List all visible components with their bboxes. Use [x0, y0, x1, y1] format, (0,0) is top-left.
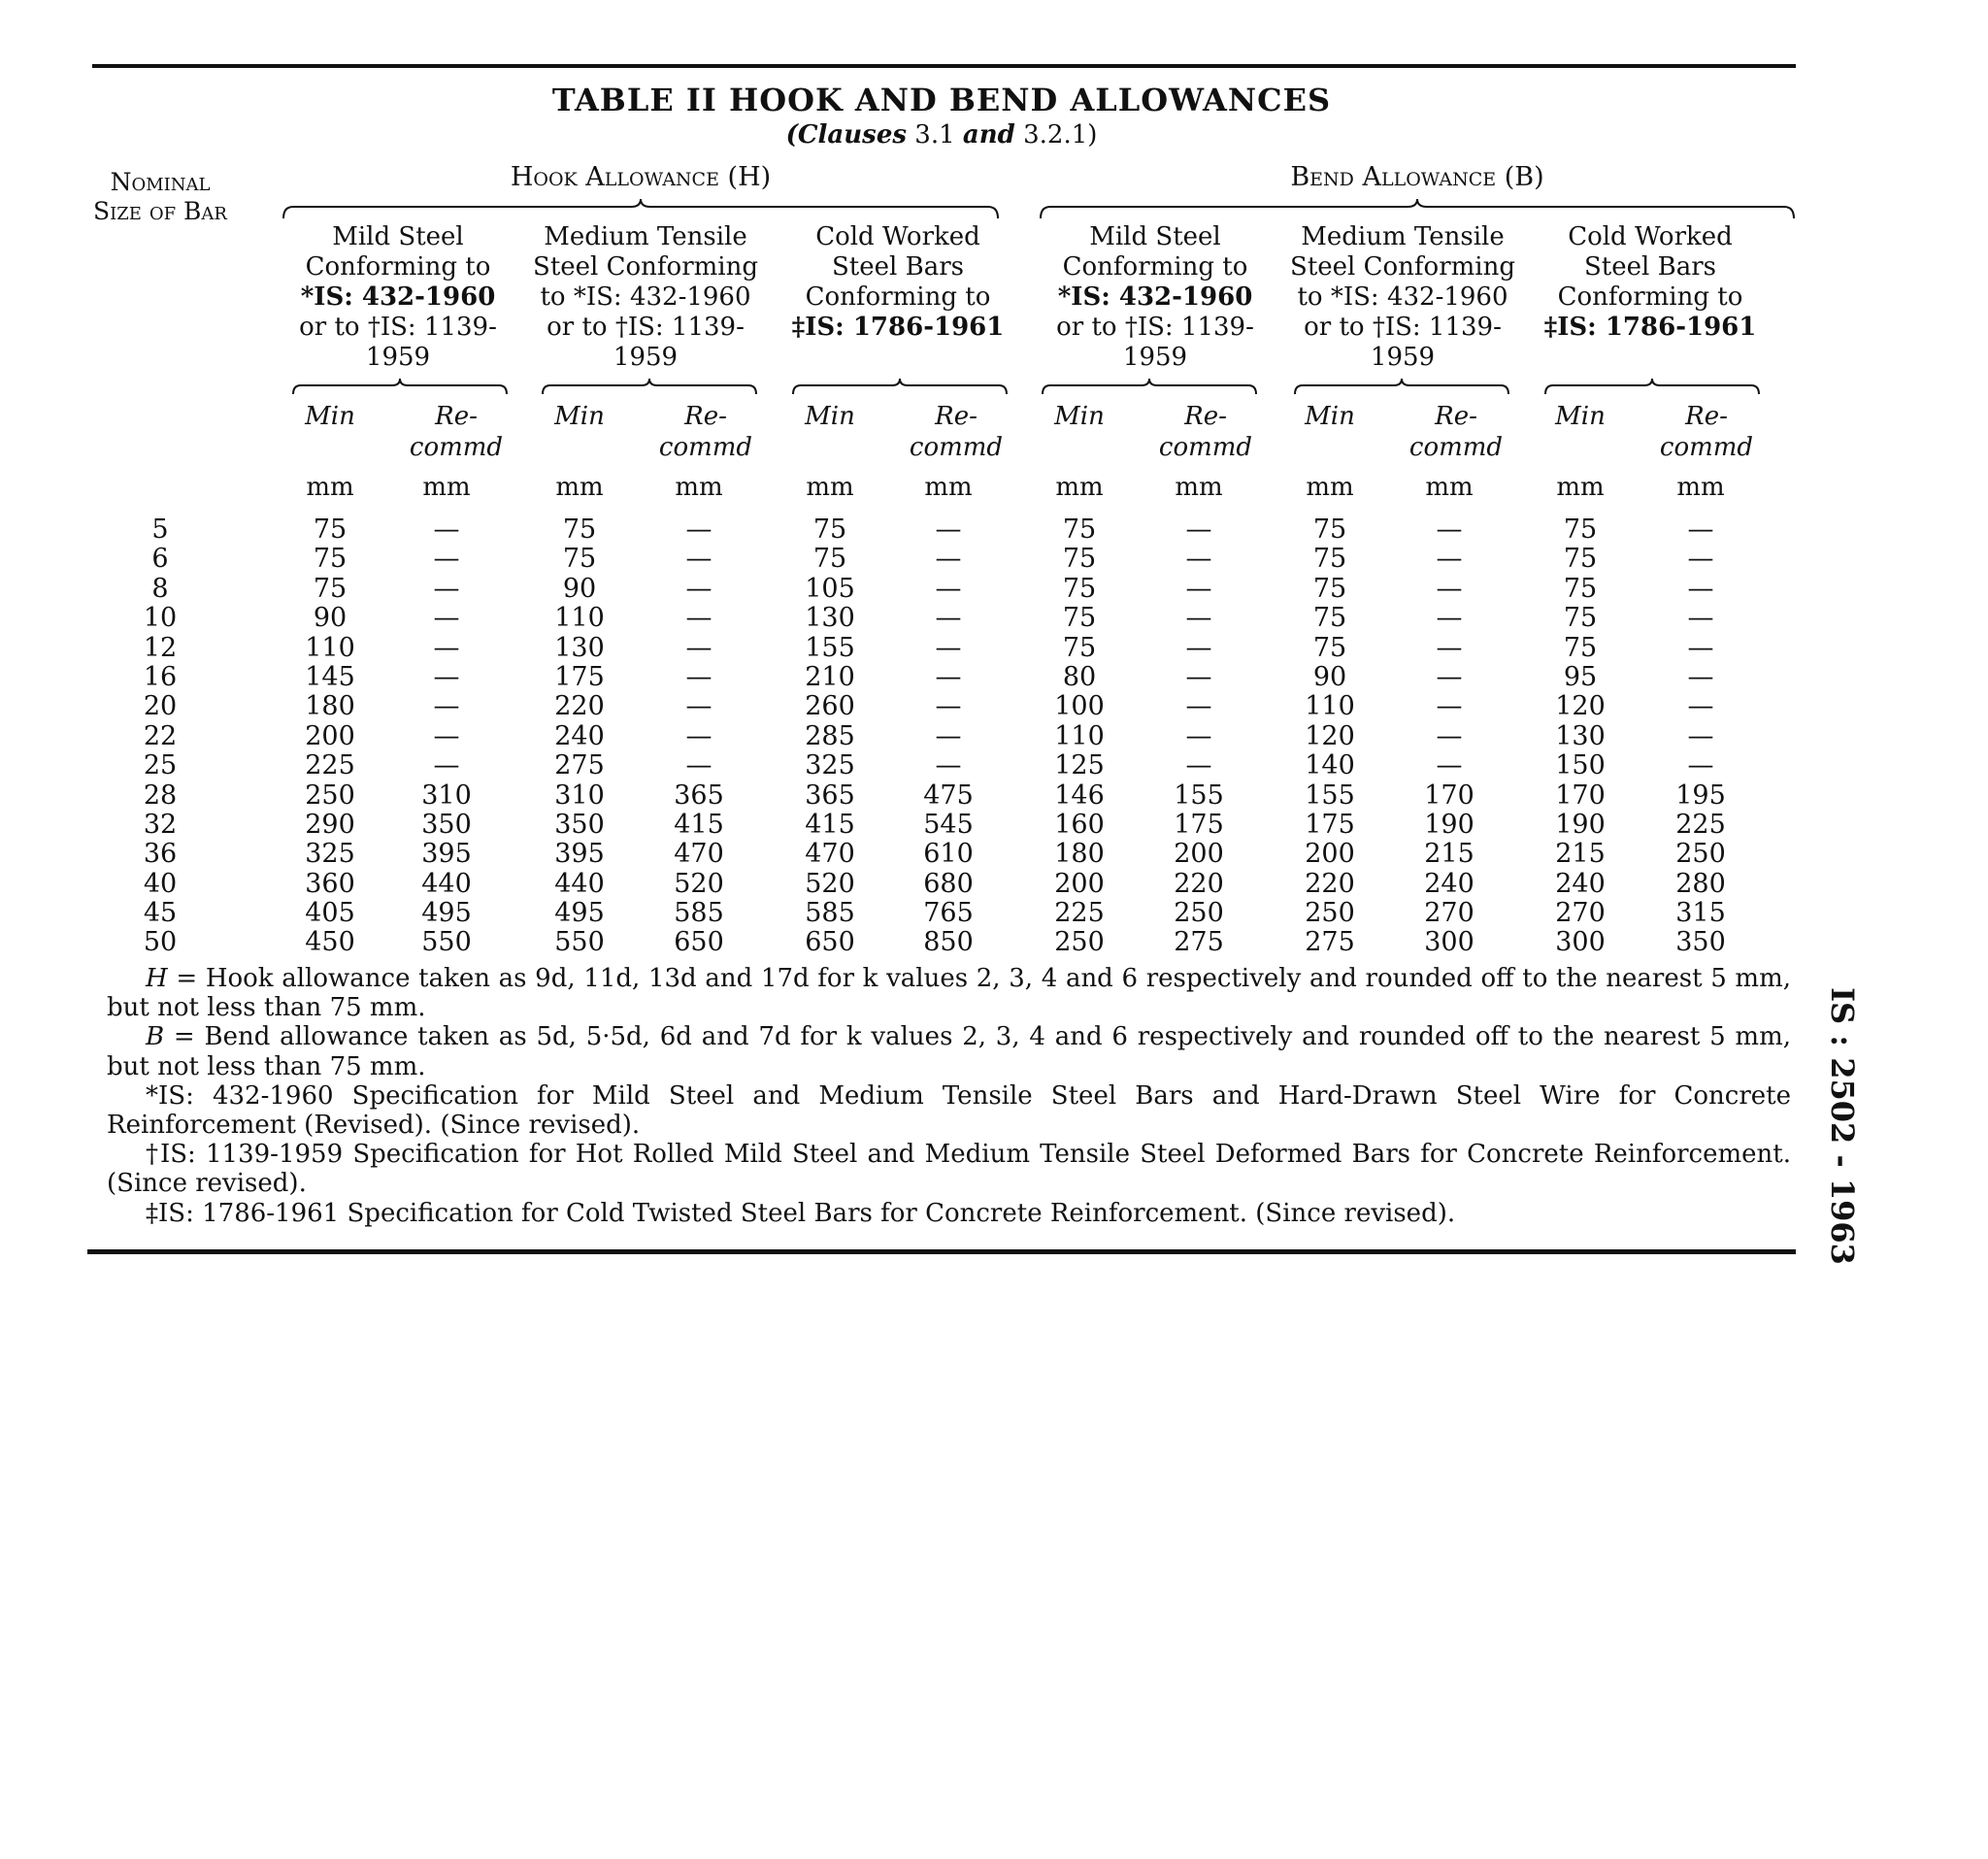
table-cell: —: [685, 750, 712, 781]
bend-medium-brace: [1293, 377, 1511, 396]
table-cell: 315: [1675, 898, 1726, 929]
table-cell: —: [1436, 544, 1463, 575]
table-cell: 75: [562, 544, 597, 575]
table-cell: 275: [1305, 927, 1355, 958]
table-cell: —: [1687, 691, 1714, 722]
table-cell: 200: [1305, 839, 1355, 870]
table-cell: 250: [1305, 898, 1355, 929]
table-cell: 765: [923, 898, 974, 929]
table-cell: —: [1687, 573, 1714, 604]
table-cell: 475: [923, 780, 974, 811]
bar-size-cell: 32: [143, 809, 178, 840]
table-cell: —: [1687, 603, 1714, 634]
note-bend: B = Bend allowance taken as 5d, 5·5d, 6d and 7d for k values 2, 3, 4 and 6 respectively and rounded off to the nearest 5 mm, but not less than 75 mm.: [107, 1022, 1791, 1081]
table-cell: 250: [305, 780, 355, 811]
unit-row: mm mm mm mm mm mm mm mm mm mm mm mm: [306, 473, 1725, 502]
table-row: [0, 545, 1988, 574]
table-cell: —: [685, 544, 712, 575]
table-cell: 75: [1312, 544, 1347, 575]
table-cell: 215: [1555, 839, 1606, 870]
table-cell: —: [1185, 515, 1212, 545]
table-cell: 155: [805, 632, 855, 663]
table-cell: —: [1436, 661, 1463, 692]
table-cell: 75: [1062, 603, 1097, 634]
table-cell: —: [433, 515, 460, 545]
table-cell: 470: [674, 839, 724, 870]
table-cell: —: [935, 515, 962, 545]
table-cell: —: [433, 573, 460, 604]
table-cell: 100: [1054, 691, 1105, 722]
table-row: [0, 899, 1988, 928]
table-row: [0, 663, 1988, 692]
bend-cold-brace: [1543, 377, 1762, 396]
table-cell: —: [685, 603, 712, 634]
table-cell: 75: [1312, 603, 1347, 634]
footnote-is-1786: ‡IS: 1786-1961 Specification for Cold Twisted Steel Bars for Concrete Reinforcement. (Since revised).: [146, 1198, 1456, 1228]
table-subtitle: (Clauses 3.1 and 3.2.1): [785, 120, 1098, 149]
bar-size-cell: 16: [143, 661, 178, 692]
table-cell: 450: [305, 927, 355, 958]
table-cell: —: [433, 691, 460, 722]
table-cell: 415: [805, 809, 855, 840]
table-cell: 146: [1054, 780, 1105, 811]
table-cell: —: [1687, 632, 1714, 663]
table-cell: 545: [923, 809, 974, 840]
table-cell: 95: [1563, 661, 1598, 692]
table-cell: 195: [1675, 780, 1726, 811]
table-cell: 110: [305, 632, 355, 663]
table-cell: 310: [554, 780, 605, 811]
table-cell: 300: [1424, 927, 1474, 958]
table-cell: 75: [1563, 515, 1598, 545]
table-cell: —: [1436, 632, 1463, 663]
table-cell: 80: [1062, 661, 1097, 692]
table-cell: 145: [305, 661, 355, 692]
table-cell: —: [1436, 573, 1463, 604]
bar-size-cell: 10: [143, 603, 178, 634]
bar-size-cell: 22: [143, 720, 178, 751]
bar-size-cell: 12: [143, 632, 178, 663]
table-cell: 275: [554, 750, 605, 781]
table-row: [0, 840, 1988, 869]
table-cell: 270: [1555, 898, 1606, 929]
table-cell: 75: [1312, 515, 1347, 545]
table-row: [0, 870, 1988, 899]
table-cell: 75: [1563, 544, 1598, 575]
table-cell: —: [433, 603, 460, 634]
bar-size-cell: 8: [151, 573, 169, 604]
table-cell: 75: [1563, 632, 1598, 663]
table-cell: 75: [812, 544, 847, 575]
bend-allowance-header: Bend Allowance (B): [1290, 162, 1544, 192]
bar-size-cell: 40: [143, 868, 178, 899]
table-cell: 850: [923, 927, 974, 958]
table-cell: 225: [305, 750, 355, 781]
table-cell: 125: [1054, 750, 1105, 781]
table-cell: 395: [554, 839, 605, 870]
table-cell: 90: [1312, 661, 1347, 692]
table-cell: 75: [1062, 515, 1097, 545]
table-cell: —: [935, 661, 962, 692]
table-cell: 225: [1675, 809, 1726, 840]
table-cell: 110: [1054, 720, 1105, 751]
bend-medium-tensile-header: Medium Tensile Steel Conforming to *IS: 432-1960 or to †IS: 1139- 1959: [1290, 222, 1515, 372]
table-cell: 495: [554, 898, 605, 929]
table-cell: 170: [1555, 780, 1606, 811]
bar-size-cell: 6: [151, 544, 169, 575]
table-row: [0, 781, 1988, 811]
table-cell: 75: [1563, 573, 1598, 604]
table-cell: 350: [421, 809, 472, 840]
bend-mild-steel-header: Mild Steel Conforming to *IS: 432-1960 or to †IS: 1139- 1959: [1056, 222, 1254, 372]
table-cell: —: [1687, 544, 1714, 575]
table-row: [0, 722, 1988, 751]
table-cell: —: [1687, 661, 1714, 692]
table-cell: 440: [421, 868, 472, 899]
table-cell: 250: [1675, 839, 1726, 870]
table-cell: 495: [421, 898, 472, 929]
table-cell: 120: [1555, 691, 1606, 722]
table-cell: 75: [313, 515, 348, 545]
bend-cold-worked-header: Cold Worked Steel Bars Conforming to ‡IS: 1786-1961: [1543, 222, 1757, 342]
table-cell: 170: [1424, 780, 1474, 811]
table-cell: —: [1687, 515, 1714, 545]
hook-mild-brace: [291, 377, 510, 396]
table-cell: 175: [1305, 809, 1355, 840]
table-cell: 220: [1305, 868, 1355, 899]
table-cell: 180: [305, 691, 355, 722]
table-row: [0, 515, 1988, 545]
hook-group-brace: [282, 197, 1000, 220]
bend-mild-brace: [1041, 377, 1259, 396]
table-cell: 155: [1305, 780, 1355, 811]
table-cell: 270: [1424, 898, 1474, 929]
table-cell: 550: [421, 927, 472, 958]
table-cell: 110: [1305, 691, 1355, 722]
table-cell: —: [1185, 661, 1212, 692]
bar-size-cell: 20: [143, 691, 178, 722]
table-cell: 175: [554, 661, 605, 692]
table-row: [0, 751, 1988, 780]
table-cell: 250: [1174, 898, 1224, 929]
table-cell: 75: [313, 573, 348, 604]
table-title: TABLE II HOOK AND BEND ALLOWANCES: [551, 82, 1332, 118]
table-cell: 130: [554, 632, 605, 663]
table-cell: —: [685, 573, 712, 604]
table-cell: 75: [1062, 573, 1097, 604]
table-cell: 470: [805, 839, 855, 870]
table-cell: —: [1185, 691, 1212, 722]
footnote-is-432: *IS: 432-1960 Specification for Mild Steel and Medium Tensile Steel Bars and Hard-Drawn Steel Wire for Concrete Reinforcement (Revised). (Since revised).: [107, 1080, 1791, 1141]
table-cell: 200: [1174, 839, 1224, 870]
table-cell: 190: [1555, 809, 1606, 840]
table-cell: 310: [421, 780, 472, 811]
bar-size-cell: 50: [143, 927, 178, 958]
table-cell: 585: [805, 898, 855, 929]
table-cell: —: [1436, 603, 1463, 634]
table-cell: 280: [1675, 868, 1726, 899]
hook-cold-brace: [791, 377, 1010, 396]
bar-size-cell: 36: [143, 839, 178, 870]
table-cell: —: [1185, 544, 1212, 575]
table-row: [0, 811, 1988, 840]
table-cell: —: [1185, 573, 1212, 604]
table-cell: 285: [805, 720, 855, 751]
table-cell: 210: [805, 661, 855, 692]
table-cell: 250: [1054, 927, 1105, 958]
table-cell: 350: [554, 809, 605, 840]
table-cell: —: [935, 750, 962, 781]
table-cell: 75: [313, 544, 348, 575]
table-cell: —: [935, 573, 962, 604]
table-cell: 140: [1305, 750, 1355, 781]
standard-number-label: IS : 2502 - 1963: [1824, 987, 1861, 1265]
table-cell: —: [1687, 750, 1714, 781]
table-cell: —: [1185, 750, 1212, 781]
table-cell: 240: [554, 720, 605, 751]
table-cell: —: [685, 632, 712, 663]
hook-medium-tensile-header: Medium Tensile Steel Conforming to *IS: 432-1960 or to †IS: 1139- 1959: [533, 222, 758, 372]
nominal-size-header: Nominal Size of Bar: [93, 168, 227, 225]
table-cell: 680: [923, 868, 974, 899]
hook-medium-brace: [541, 377, 759, 396]
table-row: [0, 692, 1988, 721]
table-cell: 75: [1062, 544, 1097, 575]
table-cell: —: [935, 720, 962, 751]
table-cell: —: [685, 515, 712, 545]
table-cell: 650: [674, 927, 724, 958]
table-cell: —: [1687, 720, 1714, 751]
table-cell: 365: [805, 780, 855, 811]
table-cell: 130: [1555, 720, 1606, 751]
table-cell: 440: [554, 868, 605, 899]
table-cell: 520: [674, 868, 724, 899]
table-cell: 110: [554, 603, 605, 634]
table-cell: 75: [1062, 632, 1097, 663]
table-cell: 290: [305, 809, 355, 840]
table-cell: 395: [421, 839, 472, 870]
table-cell: —: [1436, 750, 1463, 781]
bar-size-cell: 28: [143, 780, 178, 811]
table-cell: 150: [1555, 750, 1606, 781]
table-row: [0, 928, 1988, 957]
table-cell: 275: [1174, 927, 1224, 958]
table-cell: —: [1436, 515, 1463, 545]
table-cell: 325: [805, 750, 855, 781]
table-cell: 550: [554, 927, 605, 958]
note-hook: H = Hook allowance taken as 9d, 11d, 13d and 17d for k values 2, 3, 4 and 6 respectively and rounded off to the nearest 5 mm, but not less than 75 mm.: [107, 964, 1791, 1023]
table-cell: —: [935, 544, 962, 575]
table-cell: —: [935, 691, 962, 722]
table-cell: 105: [805, 573, 855, 604]
table-cell: 415: [674, 809, 724, 840]
table-cell: 190: [1424, 809, 1474, 840]
table-cell: —: [433, 661, 460, 692]
table-cell: —: [433, 632, 460, 663]
table-cell: 240: [1555, 868, 1606, 899]
bend-group-brace: [1039, 197, 1796, 220]
table-cell: —: [1185, 603, 1212, 634]
bar-size-cell: 5: [151, 515, 169, 545]
table-row: [0, 575, 1988, 604]
table-cell: 155: [1174, 780, 1224, 811]
table-cell: 520: [805, 868, 855, 899]
table-cell: —: [1185, 632, 1212, 663]
bar-size-cell: 25: [143, 750, 178, 781]
table-notes: [107, 964, 1791, 1228]
table-cell: 350: [1675, 927, 1726, 958]
table-cell: 650: [805, 927, 855, 958]
table-cell: 220: [1174, 868, 1224, 899]
table-cell: 360: [305, 868, 355, 899]
table-cell: —: [685, 661, 712, 692]
table-cell: 260: [805, 691, 855, 722]
table-cell: —: [1185, 720, 1212, 751]
table-cell: 325: [305, 839, 355, 870]
table-cell: —: [935, 632, 962, 663]
table-cell: 75: [1563, 603, 1598, 634]
table-body: [0, 515, 1988, 958]
table-cell: 240: [1424, 868, 1474, 899]
table-cell: 75: [562, 515, 597, 545]
table-row: [0, 604, 1988, 633]
table-cell: 610: [923, 839, 974, 870]
table-cell: 90: [313, 603, 348, 634]
hook-mild-steel-header: Mild Steel Conforming to *IS: 432-1960 or to †IS: 1139- 1959: [299, 222, 497, 372]
table-cell: 180: [1054, 839, 1105, 870]
table-cell: 225: [1054, 898, 1105, 929]
table-cell: 585: [674, 898, 724, 929]
table-cell: —: [1436, 691, 1463, 722]
table-cell: 90: [562, 573, 597, 604]
top-rule: [92, 64, 1796, 68]
table-cell: 220: [554, 691, 605, 722]
table-cell: 75: [812, 515, 847, 545]
bar-size-cell: 45: [143, 898, 178, 929]
table-cell: 300: [1555, 927, 1606, 958]
table-cell: —: [433, 750, 460, 781]
table-cell: 75: [1312, 573, 1347, 604]
table-cell: —: [433, 544, 460, 575]
footnote-is-1139: †IS: 1139-1959 Specification for Hot Rolled Mild Steel and Medium Tensile Steel Deformed Bars for Concrete Reinforcement. (Since revised).: [107, 1140, 1791, 1199]
hook-allowance-header: Hook Allowance (H): [510, 162, 772, 192]
bottom-rule: [87, 1249, 1796, 1254]
table-cell: 365: [674, 780, 724, 811]
hook-cold-worked-header: Cold Worked Steel Bars Conforming to ‡IS: 1786-1961: [791, 222, 1005, 342]
table-cell: —: [685, 720, 712, 751]
table-row: [0, 634, 1988, 663]
table-cell: 175: [1174, 809, 1224, 840]
table-cell: —: [935, 603, 962, 634]
table-cell: 120: [1305, 720, 1355, 751]
table-cell: 215: [1424, 839, 1474, 870]
table-cell: —: [433, 720, 460, 751]
table-cell: 75: [1312, 632, 1347, 663]
table-cell: 200: [305, 720, 355, 751]
table-cell: 130: [805, 603, 855, 634]
table-cell: 200: [1054, 868, 1105, 899]
table-cell: 405: [305, 898, 355, 929]
table-cell: —: [1436, 720, 1463, 751]
table-cell: —: [685, 691, 712, 722]
table-cell: 160: [1054, 809, 1105, 840]
